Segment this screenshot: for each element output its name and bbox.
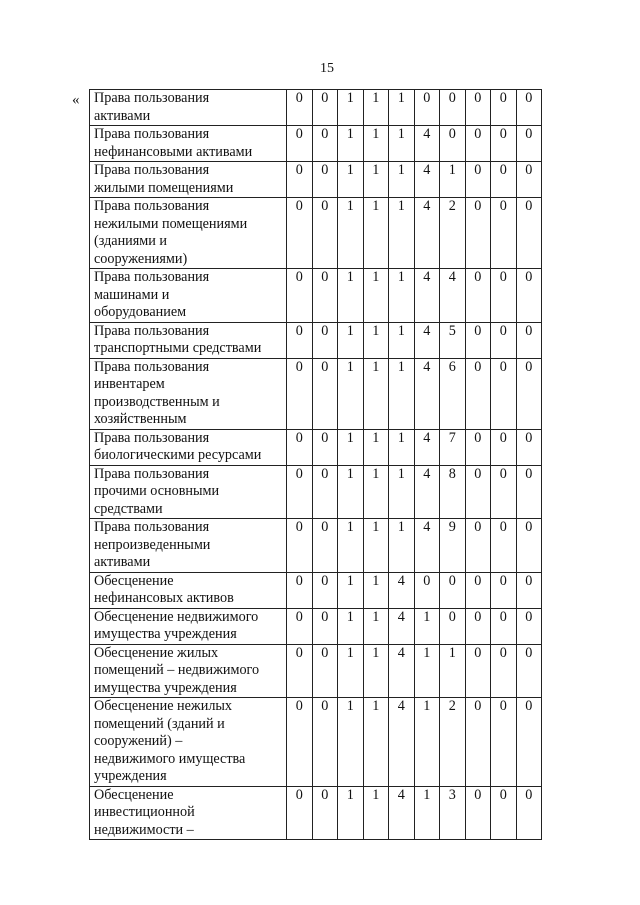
code-digit-cell: 1 xyxy=(389,162,415,198)
account-name-line: Права пользования xyxy=(94,269,210,285)
code-digit-cell: 1 xyxy=(338,644,364,698)
code-digit-cell: 4 xyxy=(414,429,440,465)
code-digit-cell: 0 xyxy=(287,358,313,429)
code-digit-cell: 0 xyxy=(491,608,517,644)
code-digit-cell: 0 xyxy=(516,786,542,840)
code-digit-cell: 1 xyxy=(338,322,364,358)
account-name-cell xyxy=(90,786,287,840)
table-row xyxy=(90,90,542,126)
accounts-table xyxy=(89,89,542,840)
account-name-line: нефинансовыми активами xyxy=(94,143,253,160)
code-digit-cell: 4 xyxy=(414,269,440,323)
account-name-line: Обесценение xyxy=(94,572,174,589)
code-digit-cell: 0 xyxy=(414,90,440,126)
code-digit-cell: 1 xyxy=(363,358,389,429)
code-digit-cell: 4 xyxy=(389,572,415,608)
code-digit-cell: 1 xyxy=(440,162,466,198)
code-digit-cell: 0 xyxy=(465,644,491,698)
code-digit-cell: 1 xyxy=(414,786,440,840)
code-digit-cell: 1 xyxy=(338,358,364,429)
code-digit-cell: 0 xyxy=(516,126,542,162)
code-digit-cell: 1 xyxy=(363,162,389,198)
table-row xyxy=(90,162,542,198)
code-digit-cell: 0 xyxy=(516,519,542,573)
account-name-line: средствами xyxy=(94,500,163,517)
code-digit-cell: 4 xyxy=(389,786,415,840)
page-number: 15 xyxy=(320,61,334,76)
account-name-line: учреждения xyxy=(94,768,167,784)
code-digit-cell: 0 xyxy=(516,358,542,429)
code-digit-cell: 0 xyxy=(516,269,542,323)
code-digit-cell: 1 xyxy=(363,608,389,644)
code-digit-cell: 1 xyxy=(363,786,389,840)
account-name-line: (зданиями и xyxy=(94,233,168,249)
code-digit-cell: 4 xyxy=(414,465,440,519)
code-digit-cell: 4 xyxy=(389,608,415,644)
code-digit-cell: 0 xyxy=(312,162,338,198)
code-digit-cell: 0 xyxy=(516,429,542,465)
code-digit-cell: 0 xyxy=(287,198,313,269)
code-digit-cell: 4 xyxy=(440,269,466,323)
account-name-line: нежилыми помещениями xyxy=(94,215,248,232)
code-digit-cell: 1 xyxy=(363,269,389,323)
account-name-cell xyxy=(90,126,287,162)
account-name-cell xyxy=(90,322,287,358)
account-name-cell xyxy=(90,519,287,573)
account-name-line: Обесценение нежилых xyxy=(94,698,233,714)
account-name-line: Обесценение xyxy=(94,786,174,803)
code-digit-cell: 0 xyxy=(465,162,491,198)
code-digit-cell: 1 xyxy=(389,322,415,358)
code-digit-cell: 0 xyxy=(491,322,517,358)
account-name-line: имущества учреждения xyxy=(94,626,237,642)
account-name-line: Права пользования xyxy=(94,162,210,178)
code-digit-cell: 0 xyxy=(516,162,542,198)
account-name-line: Обесценение недвижимого xyxy=(94,608,259,625)
code-digit-cell: 1 xyxy=(389,269,415,323)
code-digit-cell: 1 xyxy=(389,465,415,519)
account-name-cell xyxy=(90,269,287,323)
account-name-cell xyxy=(90,90,287,126)
account-name-line: жилыми помещениями xyxy=(94,179,234,196)
table-row xyxy=(90,465,542,519)
code-digit-cell: 0 xyxy=(312,786,338,840)
code-digit-cell: 9 xyxy=(440,519,466,573)
table-row xyxy=(90,429,542,465)
code-digit-cell: 1 xyxy=(338,465,364,519)
code-digit-cell: 0 xyxy=(465,519,491,573)
code-digit-cell: 0 xyxy=(516,465,542,519)
code-digit-cell: 1 xyxy=(389,429,415,465)
account-name-line: Обесценение жилых xyxy=(94,644,219,661)
account-name-line: Права пользования xyxy=(94,126,210,142)
code-digit-cell: 0 xyxy=(516,90,542,126)
account-name-line: машинами и xyxy=(94,286,170,303)
code-digit-cell: 0 xyxy=(312,358,338,429)
code-digit-cell: 0 xyxy=(491,126,517,162)
code-digit-cell: 0 xyxy=(312,322,338,358)
code-digit-cell: 2 xyxy=(440,698,466,787)
table-row xyxy=(90,608,542,644)
code-digit-cell: 0 xyxy=(491,358,517,429)
code-digit-cell: 7 xyxy=(440,429,466,465)
account-name-line: сооружениями) xyxy=(94,250,188,267)
code-digit-cell: 0 xyxy=(465,126,491,162)
account-name-line: недвижимого имущества xyxy=(94,750,246,767)
code-digit-cell: 0 xyxy=(491,644,517,698)
code-digit-cell: 0 xyxy=(287,322,313,358)
code-digit-cell: 0 xyxy=(414,572,440,608)
table-body xyxy=(90,90,542,840)
account-name-line: Права пользования xyxy=(94,358,210,375)
code-digit-cell: 0 xyxy=(516,698,542,787)
code-digit-cell: 1 xyxy=(389,198,415,269)
table-row xyxy=(90,198,542,269)
account-name-cell xyxy=(90,358,287,429)
code-digit-cell: 0 xyxy=(287,698,313,787)
code-digit-cell: 0 xyxy=(287,786,313,840)
code-digit-cell: 0 xyxy=(287,269,313,323)
code-digit-cell: 1 xyxy=(338,519,364,573)
code-digit-cell: 6 xyxy=(440,358,466,429)
code-digit-cell: 0 xyxy=(287,429,313,465)
code-digit-cell: 0 xyxy=(287,644,313,698)
account-name-cell xyxy=(90,198,287,269)
code-digit-cell: 3 xyxy=(440,786,466,840)
account-name-line: Права пользования xyxy=(94,322,210,339)
code-digit-cell: 0 xyxy=(287,162,313,198)
code-digit-cell: 1 xyxy=(363,90,389,126)
account-name-line: Права пользования xyxy=(94,519,210,535)
code-digit-cell: 0 xyxy=(287,90,313,126)
code-digit-cell: 0 xyxy=(287,519,313,573)
table-row xyxy=(90,572,542,608)
account-name-line: нефинансовых активов xyxy=(94,590,234,606)
code-digit-cell: 8 xyxy=(440,465,466,519)
code-digit-cell: 0 xyxy=(516,644,542,698)
account-name-line: активами xyxy=(94,107,151,124)
code-digit-cell: 0 xyxy=(465,429,491,465)
table-row xyxy=(90,269,542,323)
table-row xyxy=(90,126,542,162)
code-digit-cell: 1 xyxy=(389,126,415,162)
code-digit-cell: 1 xyxy=(414,608,440,644)
code-digit-cell: 0 xyxy=(491,198,517,269)
code-digit-cell: 1 xyxy=(440,644,466,698)
account-name-line: непроизведенными xyxy=(94,536,211,553)
code-digit-cell: 4 xyxy=(389,644,415,698)
code-digit-cell: 1 xyxy=(414,644,440,698)
code-digit-cell: 0 xyxy=(491,698,517,787)
code-digit-cell: 1 xyxy=(338,608,364,644)
code-digit-cell: 0 xyxy=(287,572,313,608)
account-name-line: Права пользования xyxy=(94,429,210,446)
table-row xyxy=(90,786,542,840)
code-digit-cell: 0 xyxy=(312,269,338,323)
code-digit-cell: 0 xyxy=(312,429,338,465)
code-digit-cell: 0 xyxy=(491,269,517,323)
code-digit-cell: 0 xyxy=(312,90,338,126)
code-digit-cell: 0 xyxy=(491,465,517,519)
code-digit-cell: 4 xyxy=(389,698,415,787)
code-digit-cell: 2 xyxy=(440,198,466,269)
account-name-line: недвижимости – xyxy=(94,821,194,838)
code-digit-cell: 1 xyxy=(338,269,364,323)
table-row xyxy=(90,322,542,358)
code-digit-cell: 0 xyxy=(312,198,338,269)
code-digit-cell: 0 xyxy=(465,698,491,787)
code-digit-cell: 0 xyxy=(516,198,542,269)
code-digit-cell: 1 xyxy=(363,126,389,162)
account-name-cell xyxy=(90,608,287,644)
code-digit-cell: 0 xyxy=(312,698,338,787)
table-row xyxy=(90,519,542,573)
code-digit-cell: 1 xyxy=(389,358,415,429)
account-name-cell xyxy=(90,698,287,787)
code-digit-cell: 1 xyxy=(363,698,389,787)
code-digit-cell: 0 xyxy=(465,786,491,840)
account-name-cell xyxy=(90,572,287,608)
code-digit-cell: 0 xyxy=(491,786,517,840)
code-digit-cell: 1 xyxy=(363,429,389,465)
account-name-cell xyxy=(90,465,287,519)
account-name-cell xyxy=(90,162,287,198)
code-digit-cell: 0 xyxy=(465,90,491,126)
account-name-line: помещений – недвижимого xyxy=(94,662,260,678)
account-name-line: имущества учреждения xyxy=(94,679,237,696)
code-digit-cell: 0 xyxy=(491,429,517,465)
code-digit-cell: 0 xyxy=(516,322,542,358)
code-digit-cell: 0 xyxy=(491,572,517,608)
code-digit-cell: 4 xyxy=(414,322,440,358)
code-digit-cell: 0 xyxy=(491,519,517,573)
account-name-line: производственным и xyxy=(94,393,220,410)
code-digit-cell: 0 xyxy=(491,162,517,198)
account-name-line: прочими основными xyxy=(94,483,220,499)
code-digit-cell: 4 xyxy=(414,126,440,162)
code-digit-cell: 1 xyxy=(363,519,389,573)
code-digit-cell: 0 xyxy=(312,572,338,608)
table-row xyxy=(90,698,542,787)
code-digit-cell: 0 xyxy=(465,608,491,644)
code-digit-cell: 4 xyxy=(414,198,440,269)
account-name-line: сооружений) – xyxy=(94,733,183,749)
account-name-line: Права пользования xyxy=(94,90,210,106)
code-digit-cell: 1 xyxy=(338,90,364,126)
code-digit-cell: 5 xyxy=(440,322,466,358)
code-digit-cell: 0 xyxy=(440,608,466,644)
code-digit-cell: 0 xyxy=(312,519,338,573)
code-digit-cell: 0 xyxy=(465,198,491,269)
code-digit-cell: 4 xyxy=(414,358,440,429)
account-name-line: инвестиционной xyxy=(94,804,195,820)
code-digit-cell: 1 xyxy=(338,698,364,787)
code-digit-cell: 1 xyxy=(338,126,364,162)
account-name-line: транспортными средствами xyxy=(94,340,262,356)
code-digit-cell: 0 xyxy=(465,572,491,608)
code-digit-cell: 1 xyxy=(363,322,389,358)
code-digit-cell: 1 xyxy=(363,644,389,698)
code-digit-cell: 0 xyxy=(465,269,491,323)
account-name-line: активами xyxy=(94,554,151,570)
code-digit-cell: 0 xyxy=(465,322,491,358)
code-digit-cell: 1 xyxy=(338,429,364,465)
account-name-line: помещений (зданий и xyxy=(94,715,225,732)
code-digit-cell: 1 xyxy=(338,162,364,198)
code-digit-cell: 0 xyxy=(440,90,466,126)
code-digit-cell: 0 xyxy=(312,126,338,162)
code-digit-cell: 0 xyxy=(287,465,313,519)
code-digit-cell: 0 xyxy=(287,608,313,644)
code-digit-cell: 1 xyxy=(389,90,415,126)
code-digit-cell: 0 xyxy=(516,608,542,644)
account-name-line: оборудованием xyxy=(94,304,187,320)
table-row xyxy=(90,644,542,698)
account-name-line: инвентарем xyxy=(94,376,165,392)
code-digit-cell: 4 xyxy=(414,519,440,573)
account-name-line: Права пользования xyxy=(94,198,210,214)
code-digit-cell: 0 xyxy=(491,90,517,126)
account-name-line: биологическими ресурсами xyxy=(94,447,262,463)
code-digit-cell: 0 xyxy=(287,126,313,162)
code-digit-cell: 4 xyxy=(414,162,440,198)
code-digit-cell: 1 xyxy=(363,198,389,269)
account-name-line: хозяйственным xyxy=(94,411,187,427)
code-digit-cell: 1 xyxy=(338,786,364,840)
code-digit-cell: 0 xyxy=(440,126,466,162)
code-digit-cell: 1 xyxy=(363,465,389,519)
code-digit-cell: 0 xyxy=(465,358,491,429)
code-digit-cell: 0 xyxy=(465,465,491,519)
opening-quote-mark: « xyxy=(72,92,80,108)
account-name-cell xyxy=(90,429,287,465)
code-digit-cell: 0 xyxy=(312,465,338,519)
code-digit-cell: 1 xyxy=(414,698,440,787)
account-name-line: Права пользования xyxy=(94,465,210,482)
code-digit-cell: 1 xyxy=(338,198,364,269)
code-digit-cell: 1 xyxy=(389,519,415,573)
code-digit-cell: 0 xyxy=(312,644,338,698)
code-digit-cell: 0 xyxy=(440,572,466,608)
code-digit-cell: 1 xyxy=(338,572,364,608)
code-digit-cell: 1 xyxy=(363,572,389,608)
code-digit-cell: 0 xyxy=(312,608,338,644)
table-row xyxy=(90,358,542,429)
account-name-cell xyxy=(90,644,287,698)
code-digit-cell: 0 xyxy=(516,572,542,608)
